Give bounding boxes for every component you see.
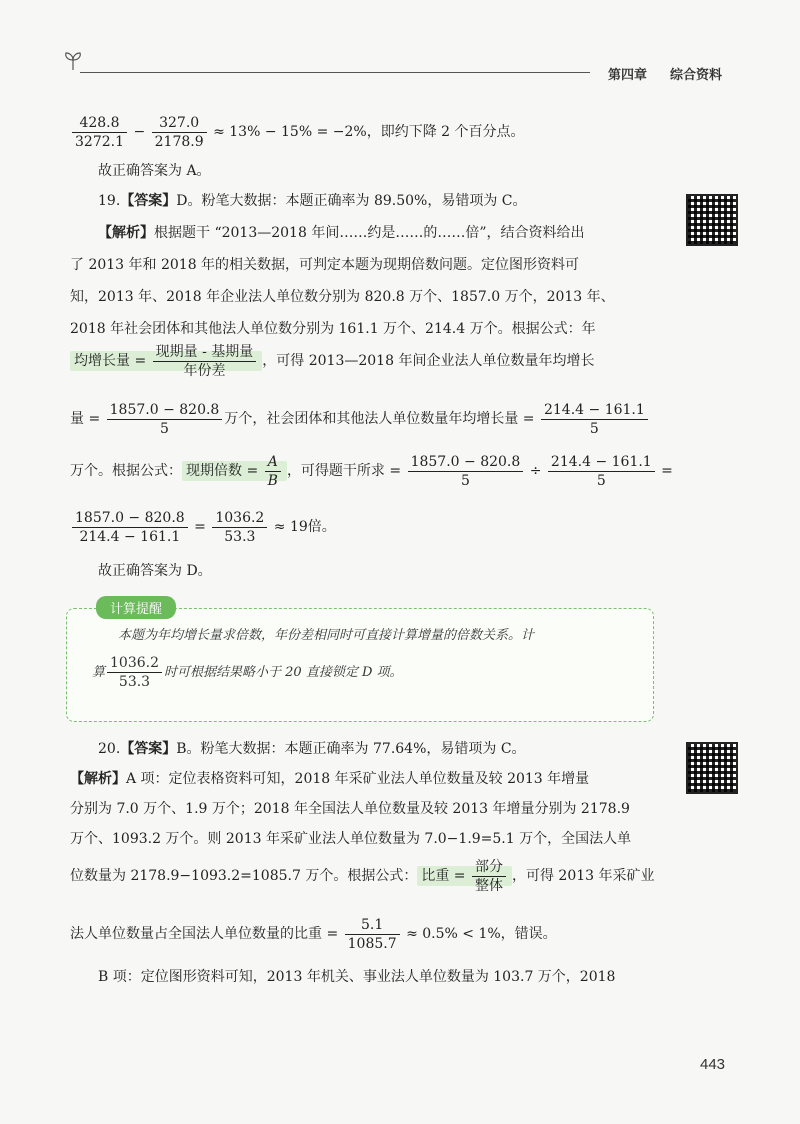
q19-analysis-l3: 知，2013 年、2018 年企业法人单位数分别为 820.8 万个、1857.0 万个，2013 年、 [70,289,615,305]
q19-analysis-l8: $\frac{1857.0 - 820.8}{214.4 - 161.1}$ = $\frac{1036.2}{53.3}$ ≈ 19倍。 [70,506,336,548]
q20-analysis-l6: B 项：定位图形资料可知，2013 年机关、事业法人单位数量为 103.7 万个，2018 [98,969,616,985]
q20-analysis-l4: 位数量为 2178.9−1093.2=1085.7 万个。根据公式： 比重 = $\frac{\text{部分}}{\text{整体}}$ ，可得 2013 年采矿业 [70,858,655,894]
header-chapter: 第四章 [608,68,648,83]
leaf-icon [62,50,84,72]
q19-analysis-l4: 2018 年社会团体和其他法人单位数分别为 161.1 万个、214.4 万个。根据公式：年 [70,321,596,337]
q19-final-answer: 故正确答案为 D。 [98,563,212,579]
answer-a-line: 故正确答案为 A。 [98,163,211,179]
q20-analysis-l3: 万个、1093.2 万个。则 2013 年采矿业法人单位数量为 7.0−1.9=5.1 万个，全国法人单 [70,831,632,847]
calc-tip-l2: 算 $\frac{1036.2}{53.3}$ 时可根据结果略小于 20 直接锁定 D 项。 [92,655,403,690]
q20-answer: 20.【答案】B。粉笔大数据：本题正确率为 77.64%，易错项为 C。 [98,741,526,757]
q20-analysis-l2: 分别为 7.0 万个、1.9 万个；2018 年全国法人单位数量及较 2013 年增量分别为 2178.9 [70,801,630,817]
page-number: 443 [700,1056,726,1073]
q20-analysis-l5: 法人单位数量占全国法人单位数量的比重 = $\frac{5.1}{1085.7}$ ≈ 0.5% < 1%，错误。 [70,916,557,952]
q19-analysis-l7: 万个。根据公式： 现期倍数 = $\frac{A}{B}$ ，可得题干所求 = $\frac{1857.0 - 820.8}{5}$ ÷ $\frac{214.4 - 161.1}{5}$ = [70,453,673,489]
calc-tip-l1: 本题为年均增长量求倍数，年份差相同时可直接计算增量的倍数关系。计 [118,628,535,643]
q19-analysis-l2: 了 2013 年和 2018 年的相关数据，可判定本题为现期倍数问题。定位图形资料可 [70,257,580,273]
calc-line-1: $\frac{428.8}{3272.1}$ − $\frac{327.0}{2178.9}$ ≈ 13% − 15% = −2%，即约下降 2 个百分点。 [70,112,525,152]
header-section: 综合资料 [670,68,723,83]
calc-tip-label: 计算提醒 [96,596,176,619]
qr-code-icon-2[interactable] [686,742,738,794]
header-rule [80,72,590,73]
q19-answer: 19.【答案】D。粉笔大数据：本题正确率为 89.50%，易错项为 C。 [98,193,527,209]
q19-analysis-l6: 量 = $\frac{1857.0 - 820.8}{5}$ 万个，社会团体和其他法人单位数量年均增长量 = $\frac{214.4 - 161.1}{5}$ [70,398,650,440]
q19-analysis-l5: 均增长量 = $\frac{\text{现期量 - 基期量}}{\text{年份差}}$ ，可得 2013—2018 年间企业法人单位数量年均增长 [70,340,594,382]
q20-analysis-l1: 【解析】A 项：定位表格资料可知，2018 年采矿业法人单位数量及较 2013 年增量 [70,771,590,787]
q19-analysis-l1: 【解析】根据题干 “2013—2018 年间……约是……的……倍”，结合资料给出 [98,225,585,241]
qr-code-icon[interactable] [686,194,738,246]
